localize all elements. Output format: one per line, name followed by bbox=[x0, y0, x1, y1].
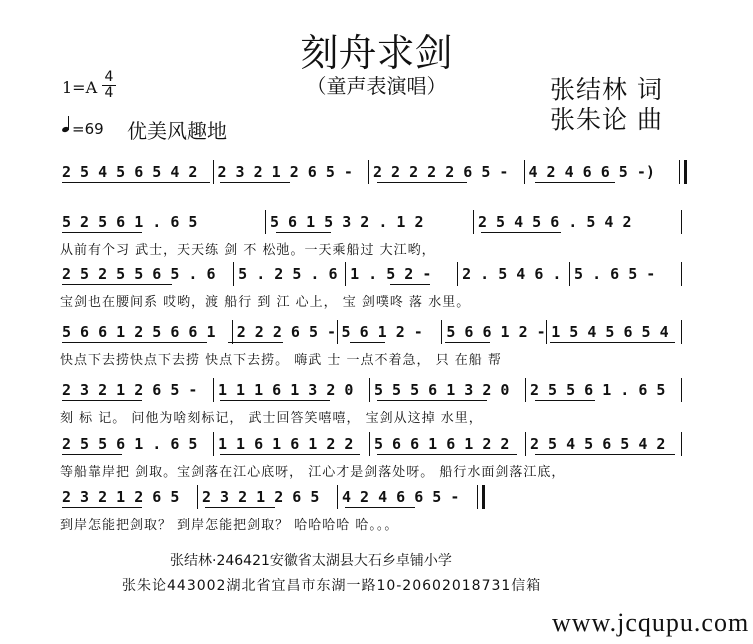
beam-underline bbox=[62, 182, 210, 183]
measure: 5 6 6 1 2 5 6 6 1 bbox=[62, 323, 216, 341]
address-line-1: 张结林·246421安徽省太湖县大石乡卓铺小学 bbox=[170, 553, 452, 569]
measure-row bbox=[60, 378, 687, 402]
measure: 2 5 5 6 1 . 6 5 bbox=[62, 435, 198, 453]
beam-underline bbox=[445, 342, 490, 343]
beam-underline bbox=[220, 454, 360, 455]
measure-row bbox=[60, 262, 687, 286]
beam-underline bbox=[535, 182, 615, 183]
beam-underline bbox=[62, 400, 142, 401]
barline bbox=[681, 320, 687, 344]
measure: 2 5 4 5 6 . 5 4 2 bbox=[473, 210, 681, 234]
measure: 2 5 2 5 5 6 5 . 6 bbox=[62, 265, 216, 283]
measure: 2 2 2 2 2 6 5 - bbox=[368, 160, 524, 184]
measure: 2 3 2 1 2 6 5 - bbox=[62, 381, 198, 399]
measure: 5 5 5 6 1 3 2 0 bbox=[369, 378, 525, 402]
lyric-line: 刻 标 记。 问他为啥刻标记， 武士回答笑嘻嘻， 宝剑从这掉 水里， bbox=[60, 411, 483, 426]
measure: 5 2 5 6 1 . 6 5 bbox=[62, 213, 198, 231]
measure: 2 3 2 1 2 6 5 bbox=[197, 485, 337, 509]
beam-underline bbox=[228, 342, 283, 343]
tempo-value: =69 bbox=[72, 120, 104, 138]
measure: 5 . 2 5 . 6 bbox=[233, 262, 345, 286]
beam-underline bbox=[345, 507, 415, 508]
measure: 4 2 4 6 6 5 -) bbox=[524, 160, 680, 184]
barline bbox=[681, 210, 687, 234]
measure: 1 . 5 2 - bbox=[345, 262, 457, 286]
beam-underline bbox=[62, 284, 172, 285]
lyric-line: 到岸怎能把剑取？ 到岸怎能把剑取？ 哈哈哈哈 哈。。。 bbox=[60, 518, 399, 533]
measure: 5 6 1 2 - bbox=[337, 320, 442, 344]
address-line-2: 张朱论443002湖北省宜昌市东湖一路10-20602018731信箱 bbox=[122, 578, 542, 594]
beam-underline bbox=[350, 342, 385, 343]
lyric-line: 等船靠岸把 剑取。宝剑落在江心底呀， 江心才是剑落处呀。 船行水面剑落江底， bbox=[60, 465, 566, 480]
barline bbox=[681, 432, 687, 456]
beam-underline bbox=[377, 400, 487, 401]
measure-row bbox=[60, 210, 687, 234]
measure: 1 5 4 5 6 5 4 bbox=[546, 320, 681, 344]
song-subtitle: （童声表演唱） bbox=[306, 74, 447, 98]
lyric-line: 快点下去捞快点下去捞 快点下去捞。 嗨武 士 一点不着急， 只 在船 帮 bbox=[60, 353, 502, 368]
measure: 1 1 1 6 1 3 2 0 bbox=[213, 378, 369, 402]
beam-underline bbox=[377, 182, 467, 183]
measure-row bbox=[60, 160, 687, 184]
measure-row bbox=[60, 485, 485, 509]
beam-underline bbox=[550, 342, 675, 343]
measure-row bbox=[60, 320, 687, 344]
quarter-note-icon bbox=[62, 120, 72, 134]
song-title: 刻舟求剑 bbox=[300, 31, 453, 75]
measure: 4 2 4 6 6 5 - bbox=[337, 485, 477, 509]
beam-underline bbox=[62, 342, 207, 343]
lyric-line: 从前有个习 武士，天天练 剑 不 松弛。一天乘船过 大江哟， bbox=[60, 243, 436, 258]
measure: 5 . 6 5 - bbox=[569, 262, 681, 286]
beam-underline bbox=[62, 232, 142, 233]
time-signature-top: 4 bbox=[104, 69, 114, 85]
beam-underline bbox=[62, 454, 122, 455]
lyricist-credit: 张结林 词 bbox=[550, 75, 663, 104]
time-signature-bottom: 4 bbox=[102, 85, 116, 101]
time-signature bbox=[102, 70, 116, 101]
measure: 2 2 2 6 5 - bbox=[232, 320, 337, 344]
beam-underline bbox=[377, 454, 517, 455]
site-watermark: www.jcqupu.com bbox=[552, 608, 750, 637]
beam-underline bbox=[390, 284, 430, 285]
measure: 2 3 2 1 2 6 5 - bbox=[213, 160, 369, 184]
expression-marking: 优美风趣地 bbox=[127, 119, 227, 143]
lyric-line: 宝剑也在腰间系 哎哟，渡 船行 到 江 心上， 宝 剑噗咚 落 水里。 bbox=[60, 295, 471, 310]
measure-row bbox=[60, 432, 687, 456]
measure: 2 5 5 6 1 . 6 5 bbox=[525, 378, 681, 402]
beam-underline bbox=[535, 400, 595, 401]
measure: 2 5 4 5 6 5 4 2 bbox=[525, 432, 681, 456]
composer-credit: 张朱论 曲 bbox=[550, 105, 663, 134]
tempo-marking bbox=[62, 120, 104, 138]
measure: 5 6 6 1 2 - bbox=[441, 320, 546, 344]
beam-underline bbox=[220, 400, 330, 401]
beam-underline bbox=[205, 507, 275, 508]
beam-underline bbox=[62, 507, 142, 508]
measure: 1 1 6 1 6 1 2 2 bbox=[213, 432, 369, 456]
key-signature: 1=A bbox=[62, 78, 98, 97]
beam-underline bbox=[481, 232, 561, 233]
measure: 2 5 4 5 6 5 4 2 bbox=[62, 163, 198, 181]
barline bbox=[681, 378, 687, 402]
beam-underline bbox=[220, 182, 290, 183]
beam-underline bbox=[276, 232, 331, 233]
final-barline bbox=[477, 485, 485, 509]
measure: 5 6 6 1 6 1 2 2 bbox=[369, 432, 525, 456]
measure: 2 3 2 1 2 6 5 bbox=[62, 488, 180, 506]
beam-underline bbox=[535, 454, 675, 455]
measure: 5 6 1 5 3 2 . 1 2 bbox=[265, 210, 473, 234]
repeat-barline bbox=[679, 160, 687, 184]
measure: 2 . 5 4 6 . bbox=[457, 262, 569, 286]
barline bbox=[681, 262, 687, 286]
